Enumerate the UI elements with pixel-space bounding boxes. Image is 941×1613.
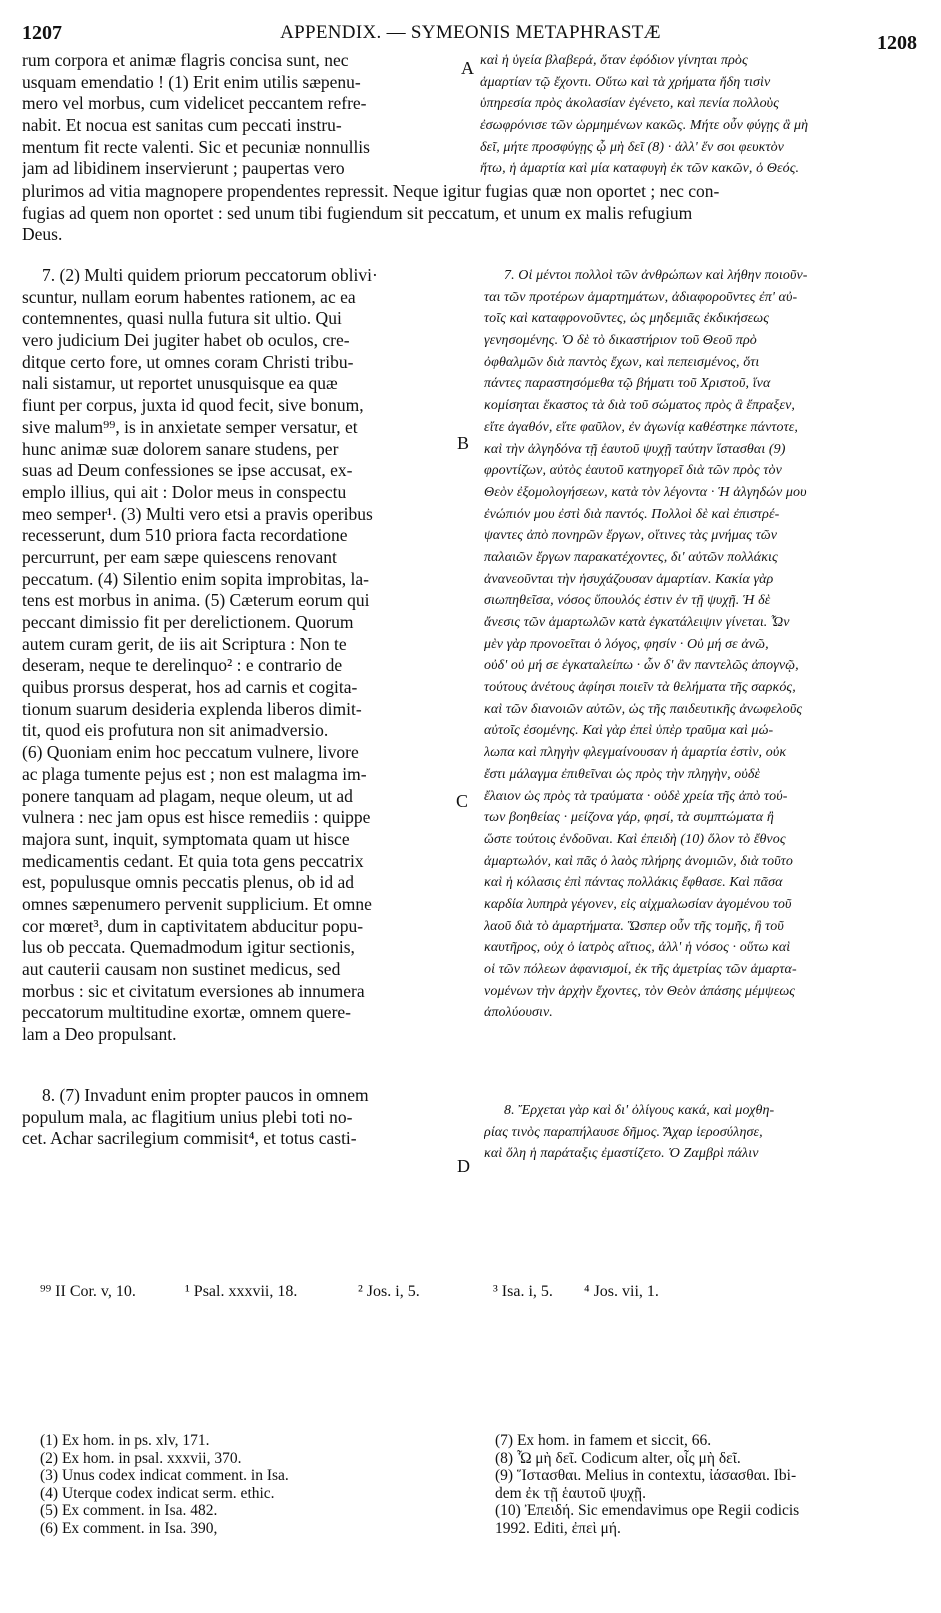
greek-line: καὶ τὴν ἀλγηδόνα τῇ ἑαυτοῦ ψυχῇ ταύτην ἵστασθαι (9) (484, 441, 786, 457)
margin-letter-a: A (461, 58, 474, 78)
latin-line: nabit. Et nocua est sanitas cum peccati instru- (22, 115, 342, 136)
greek-line: καὶ ὅλη ἡ παράταξις ἐμαστίζετο. Ὁ Ζαμβρὶ πάλιν (484, 1146, 759, 1162)
latin-line: (6) Quoniam enim hoc peccatum vulnere, livore (22, 742, 359, 763)
latin-line: rum corpora et animæ flagris concisa sunt, nec (22, 50, 349, 70)
greek-line: ὥστε τούτοις ἐνδοῦναι. Καὶ ἐπειδὴ (10) ὅλον τὸ ἔθνος (484, 831, 786, 847)
editorial-note: (9) Ἵστασθαι. Melius in contextu, ἰάσασθαι. Ibi- (495, 1467, 797, 1484)
greek-line: κομίσηται ἕκαστος τὰ διὰ τοῦ σώματος πρὸς ἃ ἔπραξεν, (484, 398, 795, 414)
latin-line: emplo illius, qui ait : Dolor meus in conspectu (22, 481, 347, 502)
greek-line: ἀπολύουσιν. (484, 1005, 553, 1021)
latin-line: recesserunt, dum 510 priora facta recordatione (22, 525, 348, 546)
latin-column-section3 (22, 1085, 462, 1150)
latin-line: mero vel morbus, cum videlicet peccantem refre- (22, 93, 367, 114)
latin-line: fiunt per corpus, juxta id quod fecit, sive bonum, (22, 395, 364, 416)
latin-line: aut cauterii causam non sustinet medicus, sed (22, 959, 341, 979)
notes-left (40, 1432, 289, 1537)
latin-line: nali sistamur, ut reportet unusquisque ea quæ (22, 373, 338, 394)
margin-letter-d: D (457, 1156, 470, 1176)
greek-line: ὑπηρεσία πρὸς ἀκολασίαν ἐγένετο, καὶ πενία πολλοὺς (480, 96, 779, 112)
greek-line: καὶ ἡ κόλασις ἐπὶ πάντας πολλάκις ἔφθασε. Καὶ πᾶσα (484, 875, 783, 891)
greek-line: οὐδ' οὐ μή σε ἐγκαταλείπω · ὧν δ' ἂν παντελῶς ἀπογνῷ, (484, 658, 799, 674)
greek-line: σιωπηθεῖσα, νόσος ὕπουλός ἐστιν ἐν τῇ ψυχῇ. Ἡ δὲ (484, 593, 771, 609)
latin-line: tit, quod eis profutura non sit animadversio. (22, 720, 329, 741)
editorial-note: (8) Ὧ μὴ δεῖ. Codicum alter, οἷς μὴ δεῖ. (495, 1449, 741, 1467)
greek-column-section3 (484, 1100, 924, 1165)
latin-line: hunc animæ suæ dolorem sanare studens, per (22, 438, 339, 459)
greek-line: καὶ τῶν διανοιῶν αὐτῶν, ὡς τῆς παιδευτικῆς ἀνωφελοῦς (484, 701, 803, 717)
editorial-note: dem ἐκ τῇ ἑαυτοῦ ψυχῇ. (495, 1484, 647, 1502)
latin-line: omnes sæpenumero pervenit supplicium. Et omne (22, 893, 372, 914)
editorial-note: (4) Uterque codex indicat serm. ethic. (40, 1484, 275, 1502)
latin-line: usquam emendatio ! (1) Erit enim utilis sæpenu- (22, 71, 361, 92)
greek-line: πάντες παραστησόμεθα τῷ βήματι τοῦ Χριστοῦ, ἵνα (484, 376, 771, 392)
greek-line: νομένων τὴν ἀρχὴν ἔχοντες, τὸν Θεὸν ἀπάσης μέμψεως (484, 983, 796, 999)
latin-line: vero judicium Dei jugiter habet ob oculos, cre- (22, 330, 350, 351)
greek-line: ἐσωφρόνισε τῶν ὡρμημένων κακῶς. Μήτε οὖν φύγῃς ἃ μὴ (480, 118, 809, 134)
greek-line: ἤτω, ἡ ἁμαρτία καὶ μία καταφυγὴ ἐκ τῶν κακῶν, ὁ Θεός. (480, 161, 800, 177)
editorial-note: (6) Ex comment. in Isa. 390, (40, 1519, 218, 1537)
latin-line: ditque certo fore, ut omnes coram Christi tribu- (22, 351, 354, 372)
editorial-note: (7) Ex hom. in famem et siccit, 66. (495, 1432, 712, 1449)
latin-line: cor mœret³, dum in captivitatem abducitur popu- (22, 915, 364, 936)
greek-line: ἀνανεοῦνται τὴν ἡσυχάζουσαν ἁμαρτίαν. Κακία γὰρ (484, 571, 774, 587)
greek-line: τούτους ἀνέτους ἀφίησι ποιεῖν τὰ θελήματα τῆς σαρκός, (484, 680, 796, 696)
editorial-note: (1) Ex hom. in ps. xlv, 171. (40, 1432, 210, 1449)
greek-line: λαοῦ διὰ τὸ ἁμαρτήματα. Ὥσπερ οὖν τῆς τομῆς, ἢ τοῦ (484, 918, 784, 934)
editorial-note: 1992. Editi, ἐπεὶ μή. (495, 1519, 621, 1537)
latin-line: est, populusque omnis peccatis plenus, ob id ad (22, 872, 354, 893)
latin-line: sive malum⁹⁹, is in anxietate semper versatur, et (22, 416, 358, 437)
left-column-number: 1207 (22, 22, 62, 44)
latin-line: cet. Achar sacrilegium commisit⁴, et totus casti- (22, 1128, 357, 1149)
greek-line: αὐτοῖς ἐσομένης. Καὶ γὰρ ἐπεὶ ὑπὲρ τραῦμα καὶ μώ- (484, 723, 774, 739)
greek-line: καρδία λυπηρὰ γέγονεν, εἰς αἰχμαλωσίαν ἀγομένου τοῦ (484, 896, 792, 912)
greek-line: παλαιῶν ἔργων παρακατέχοντες, δι' αὐτῶν πολλάκις (484, 549, 778, 565)
greek-line: φροντίζων, αὐτὸς ἑαυτοῦ κατηγορεῖ διὰ τῶν πρὸς τὸν (484, 463, 782, 479)
running-title: APPENDIX. — SYMEONIS METAPHRASTÆ (280, 22, 661, 43)
latin-line: 7. (2) Multi quidem priorum peccatorum oblivi· (42, 265, 378, 285)
text-line: fugias ad quem non oportet : sed unum tibi fugiendum sit peccatum, et unum ex malis refugium (22, 202, 693, 223)
latin-line: ponere tanquam ad plagam, neque oleum, ut ad (22, 785, 353, 806)
margin-letter-b: B (457, 433, 470, 453)
scripture-ref: ² Jos. i, 5. (358, 1283, 420, 1300)
text-line: Deus. (22, 224, 63, 245)
latin-line: lam a Deo propulsant. (22, 1024, 177, 1045)
latin-line: percurrunt, per eam sæpe quiescens renovant (22, 546, 337, 567)
greek-line: 8. Ἔρχεται γὰρ καὶ δι' ὀλίγους κακά, καὶ μοχθη- (504, 1103, 775, 1118)
editorial-note: (10) Ἐπειδή. Sic emendavimus ope Regii codicis (495, 1502, 800, 1519)
greek-line: 7. Οἱ μέντοι πολλοὶ τῶν ἀνθρώπων καὶ λήθην ποιοῦν- (504, 268, 808, 283)
running-header (0, 22, 941, 54)
latin-line: autem curam gerit, de iis ait Scriptura : Non te (22, 633, 347, 654)
latin-line: meo semper¹. (3) Multi vero etsi a pravis operibus (22, 503, 373, 524)
greek-line: των βοηθείας · μείζονα γάρ, φησί, τὰ συμπτώματα ἢ (484, 810, 774, 826)
scripture-ref: ⁴ Jos. vii, 1. (584, 1283, 659, 1300)
greek-line: οἱ τῶν πόλεων ἀφανισμοί, ἐκ τῆς ἀμετρίας τῶν ἁμαρτα- (484, 962, 797, 977)
latin-line: mentum fit recte valenti. Sic et pecuniæ nonnullis (22, 136, 370, 157)
greek-line: ται τῶν προτέρων ἁμαρτημάτων, ἀδιαφοροῦντες ἐπ' αὐ- (484, 289, 798, 305)
full-width-paragraph (22, 181, 922, 246)
greek-line: ρίας τινὸς παραπήλαυσε δῆμος. Ἄχαρ ἱεροσύλησε, (484, 1124, 763, 1140)
latin-column-section2 (22, 265, 462, 1046)
latin-line: contemnentes, quasi nulla futura sit ultio. Qui (22, 308, 342, 329)
latin-line: suas ad Deum confessiones se ipse accusat, ex- (22, 460, 353, 481)
notes-right (495, 1432, 799, 1537)
greek-line: λωπα καὶ πληγὴν φλεγμαίνουσαν ἡ ἁμαρτία ἐστὶν, οὐκ (484, 745, 787, 761)
greek-line: τοῖς καὶ καταφρονοῦντες, ὡς μηδεμιᾶς ἐκδικήσεως (484, 311, 769, 327)
editorial-note: (5) Ex comment. in Isa. 482. (40, 1502, 218, 1519)
greek-line: μὲν γὰρ προνοεῖται ὁ λόγος, φησίν · Οὐ μή σε ἀνῶ, (484, 636, 769, 652)
right-column-number: 1208 (877, 32, 917, 54)
scripture-ref: ¹ Psal. xxxvii, 18. (185, 1283, 298, 1300)
latin-line: peccatorum multitudine exortæ, omnem quere- (22, 1002, 351, 1023)
greek-line: καυτῆρος, οὐχ ὁ ἰατρὸς αἴτιος, ἀλλ' ἡ νόσος · οὕτω καὶ (484, 940, 791, 956)
latin-line: tens est morbus in anima. (5) Cæterum eorum qui (22, 590, 370, 611)
latin-line: tionum suarum desideria explenda liberos dimit- (22, 698, 362, 719)
text-line: plurimos ad vitia magnopere propendentes repressit. Neque igitur fugias quæ non oportet ; nec con- (22, 181, 720, 201)
greek-line: ἁμαρτίαν τῷ ἔχοντι. Οὕτω καὶ τὰ χρήματα ἤδη τισὶν (480, 74, 771, 90)
greek-column-section1 (480, 50, 920, 180)
greek-line: δεῖ, μήτε προσφύγῃς ᾧ μὴ δεῖ (8) · ἀλλ' ἕν σοι φευκτὸν (480, 139, 784, 155)
latin-line: 8. (7) Invadunt enim propter paucos in omnem (42, 1085, 369, 1105)
latin-line: ac plaga tumente pejus est ; non est malagma im- (22, 763, 367, 784)
latin-line: quibus prorsus desperat, hos ad carnis et cogita- (22, 677, 358, 698)
scripture-ref: ⁹⁹ II Cor. v, 10. (40, 1283, 136, 1300)
margin-letter-c: C (456, 791, 469, 811)
greek-line: ἁμαρτωλόν, καὶ πᾶς ὁ λαὸς πλήρης ἀνομιῶν, διὰ τοῦτο (484, 853, 793, 869)
latin-line: medicamentis cedant. Et quia tota gens peccatrix (22, 850, 364, 871)
latin-line: vulnera : nec jam opus est hisce remediis : quippe (22, 807, 371, 828)
editorial-note: (3) Unus codex indicat comment. in Isa. (40, 1467, 289, 1484)
greek-line: Θεὸν ἐξομολογήσεων, κατὰ τὸν λέγοντα · Ἡ ἀλγηδών μου (484, 484, 807, 500)
greek-line: καὶ ἡ ὑγεία βλαβερά, ὅταν ἐφόδιον γίνηται πρὸς (480, 53, 748, 68)
scripture-ref: ³ Isa. i, 5. (493, 1283, 553, 1300)
latin-line: deseram, neque te derelinquo² : e contrario de (22, 655, 343, 676)
greek-line: ἄνεσις τῶν ἁμαρτωλῶν κατὰ ἐγκατάλειψιν γίνεται. Ὧν (484, 615, 790, 630)
latin-line: scuntur, nullam eorum habentes rationem, ac ea (22, 286, 356, 307)
greek-line: εἴτε ἀγαθόν, εἴτε φαῦλον, ἐν ἀγωνίᾳ καθέστηκε πάντοτε, (484, 419, 798, 435)
latin-line: jam ad libidinem inservierunt ; paupertas vero (22, 158, 345, 179)
greek-line: γενησομένης. Ὁ δὲ τὸ δικαστήριον τοῦ Θεοῦ πρὸ (484, 333, 757, 349)
latin-line: morbus : sic et civitatum eversiones ab innumera (22, 980, 365, 1001)
latin-line: lus ob peccata. Quemadmodum igitur sectionis, (22, 937, 355, 958)
latin-line: peccatum. (4) Silentio enim sopita improbitas, la- (22, 568, 370, 589)
latin-line: populum mala, ac flagitium unius plebi toti no- (22, 1106, 353, 1127)
greek-line: ψαντες ἀπὸ πονηρῶν ἔργων, οἵτινες τὰς μνήμας τῶν (484, 528, 778, 544)
greek-line: ἐνώπιόν μου ἐστὶ διὰ παντός. Πολλοὶ δὲ καὶ ἐπιστρέ- (484, 506, 780, 522)
latin-line: peccant dimissio fit per derelictionem. Quorum (22, 612, 354, 632)
latin-line: majora sunt, inquit, symptomata quam ut hisce (22, 828, 350, 849)
greek-line: ἔλαιον ὡς πρὸς τὰ τραύματα · οὐδὲ χρεία τῆς ἀπὸ τού- (484, 788, 788, 804)
greek-line: ὀφθαλμῶν διὰ παντὸς ἔχων, καὶ πεπεισμένος, ὅτι (484, 354, 760, 370)
greek-column-section2 (484, 265, 924, 1024)
latin-column-section1 (22, 50, 462, 180)
greek-line: ἔστι μάλαγμα ἐπιθεῖναι ὡς πρὸς τὴν πληγὴν, οὐδὲ (484, 766, 761, 782)
editorial-note: (2) Ex hom. in psal. xxxvii, 370. (40, 1449, 242, 1467)
